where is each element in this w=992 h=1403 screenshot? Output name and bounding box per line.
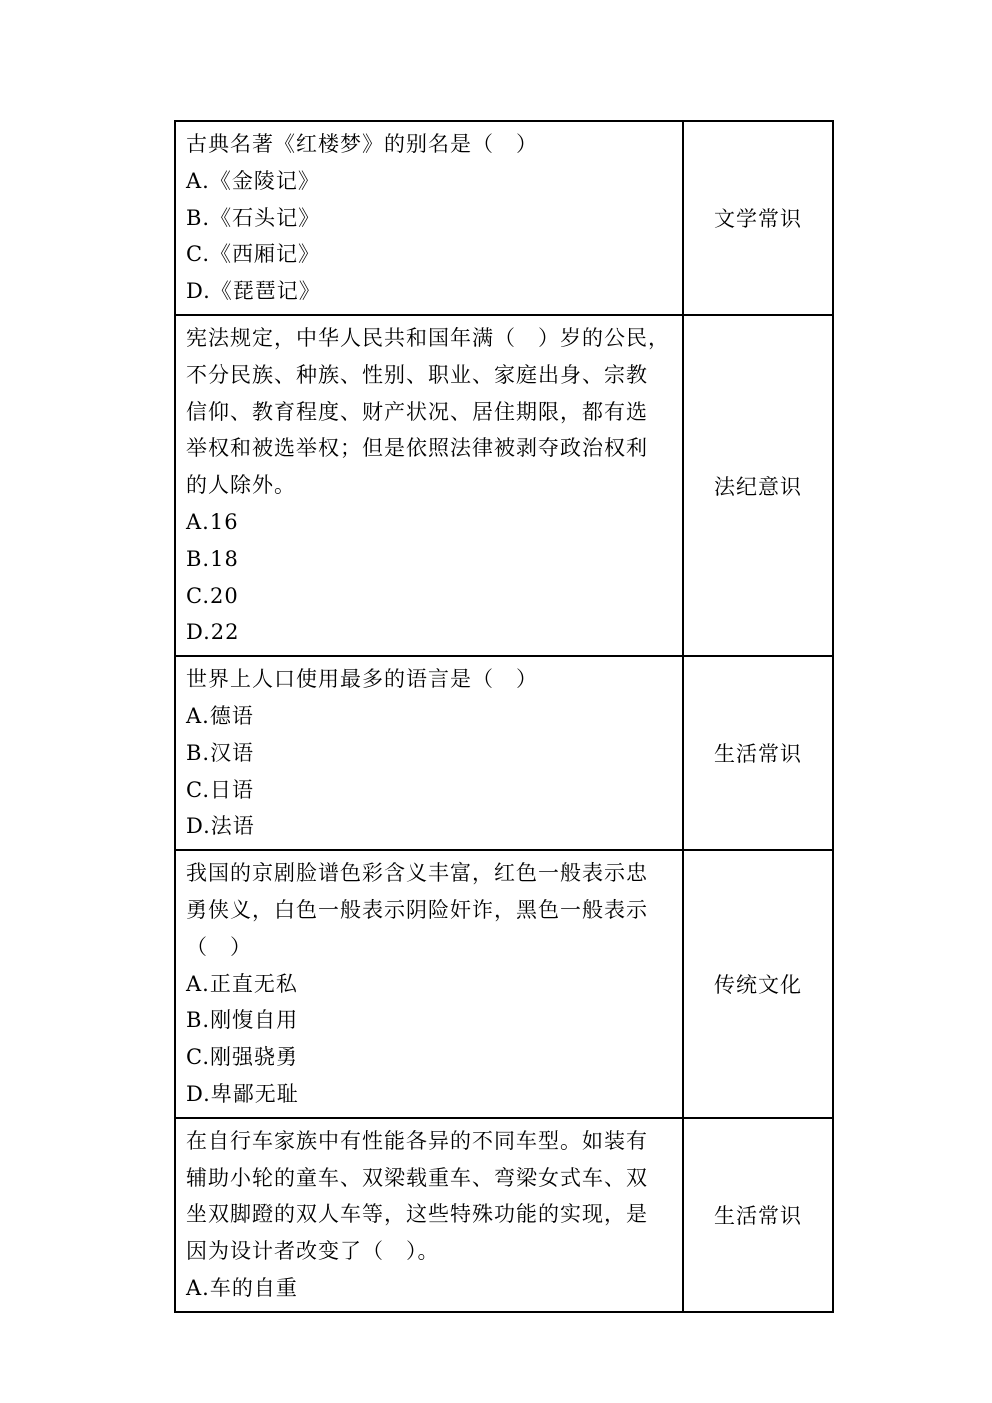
question-cell <box>175 1118 683 1312</box>
option-b: B.刚愎自用 <box>186 1008 299 1033</box>
table-row <box>175 850 833 1118</box>
category-cell: 文学常识 <box>683 121 833 315</box>
question-cell <box>175 315 683 656</box>
question-cell <box>175 121 683 315</box>
option-c: C.《西厢记》 <box>186 242 320 267</box>
question-text: （ ） <box>186 934 252 959</box>
table-row <box>175 121 833 315</box>
question-text: 信仰、教育程度、财产状况、居住期限，都有选 <box>186 399 648 424</box>
question-cell <box>175 850 683 1118</box>
option-a: A.正直无私 <box>186 971 298 996</box>
option-d: D.法语 <box>186 814 255 839</box>
question-text: 不分民族、种族、性别、职业、家庭出身、宗教 <box>186 362 648 387</box>
option-d: D.卑鄙无耻 <box>186 1081 299 1106</box>
option-d: D.《琵琶记》 <box>186 279 321 304</box>
quiz-table <box>174 120 834 1313</box>
table-row <box>175 1118 833 1312</box>
question-text: 世界上人口使用最多的语言是（ ） <box>186 667 538 692</box>
question-text: 勇侠义，白色一般表示阴险奸诈，黑色一般表示 <box>186 897 648 922</box>
question-text: 宪法规定，中华人民共和国年满（ ）岁的公民， <box>186 325 670 350</box>
question-text: 辅助小轮的童车、双梁载重车、弯梁女式车、双 <box>186 1165 648 1190</box>
question-text: 的人除外。 <box>186 473 296 498</box>
category-cell: 传统文化 <box>683 850 833 1118</box>
question-text: 坐双脚蹬的双人车等，这些特殊功能的实现，是 <box>186 1202 648 1227</box>
table-row <box>175 315 833 656</box>
category-cell: 生活常识 <box>683 1118 833 1312</box>
option-a: A.车的自重 <box>186 1275 298 1300</box>
question-text: 在自行车家族中有性能各异的不同车型。如装有 <box>186 1128 648 1153</box>
option-b: B.《石头记》 <box>186 205 321 230</box>
option-a: A.《金陵记》 <box>186 168 320 193</box>
option-d: D.22 <box>186 620 240 645</box>
question-text: 举权和被选举权；但是依照法律被剥夺政治权利 <box>186 436 648 461</box>
option-c: C.20 <box>186 583 239 608</box>
option-b: B.18 <box>186 546 239 571</box>
question-text: 因为设计者改变了（ ）。 <box>186 1239 440 1264</box>
option-c: C.刚强骁勇 <box>186 1045 298 1070</box>
category-cell: 法纪意识 <box>683 315 833 656</box>
option-b: B.汉语 <box>186 740 255 765</box>
option-c: C.日语 <box>186 777 254 802</box>
option-a: A.16 <box>186 509 239 534</box>
option-a: A.德语 <box>186 703 254 728</box>
question-cell <box>175 656 683 850</box>
question-text: 我国的京剧脸谱色彩含义丰富，红色一般表示忠 <box>186 861 648 886</box>
table-row <box>175 656 833 850</box>
question-text: 古典名著《红楼梦》的别名是（ ） <box>186 132 538 156</box>
category-cell: 生活常识 <box>683 656 833 850</box>
